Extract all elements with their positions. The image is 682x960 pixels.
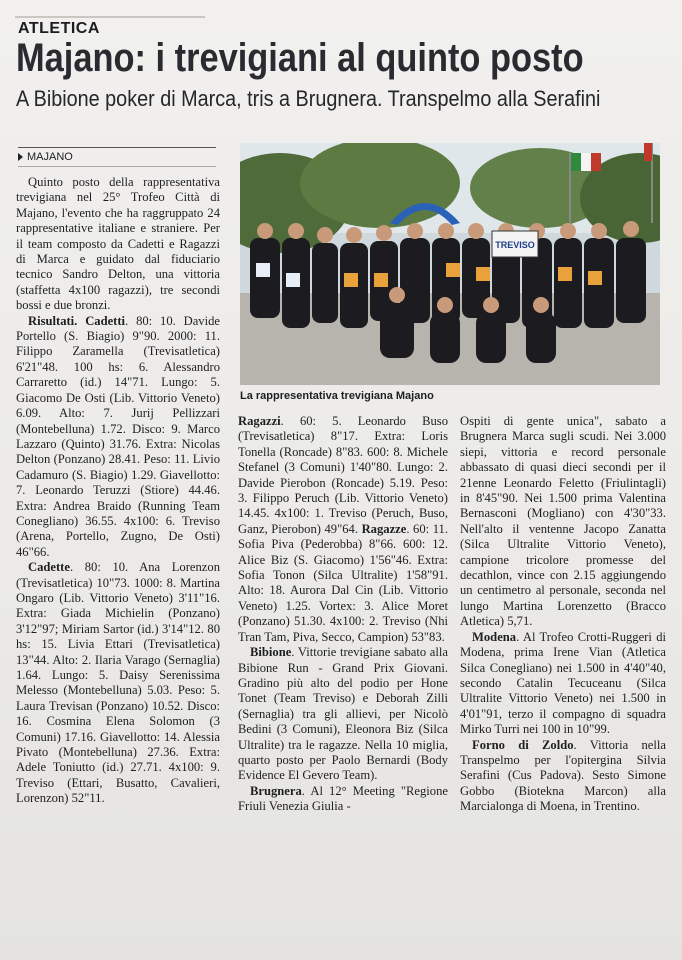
results-ragazzi-text: . 60: 5. Leonardo Buso (Trevisatletica) 8"17. Extra: Loris Tonella (Roncade) 8"83. 600: 8. Michele Stefanel (3 Comuni) 1'40"80. Lungo: 2. Davide Pierobon (Roncade) 5.19. Peso: 3. Filippo Peruch (Lib. Vittorio Veneto) 14.45. 4x100: 1. Treviso (Peruch, Buso, Ganz, Pierobon) 49"64. <box>238 414 448 536</box>
brugnera-text: . Al 12° Meeting "Regione Friuli Venezia Giulia - <box>238 783 448 814</box>
brugnera-label: Brugnera <box>250 783 302 798</box>
zoldo-paragraph <box>460 738 666 815</box>
section-label: ATLETICA <box>18 20 100 37</box>
zoldo-text: . Vittoria nella Transpelmo per l'opitergina Silvia Serafini (Cus Padova). Sesto Simone Gobbo (Biotekna Marcon) alla Marcialonga di Moena, in Trentino. <box>460 737 666 814</box>
modena-text: . Al Trofeo Crotti-Ruggeri di Modena, prima Irene Vian (Atletica Silca Conegliano) nei 1.500 in 4'40"40, secondo Catalin Tecuceanu (Silca Ultralite Vittorio Veneto) nei 1.500 in 4'01"91, terzo il compagno di squadra Mirko Turri nei 100 in 10"99. <box>460 629 666 737</box>
bibione-paragraph <box>238 645 448 784</box>
bibione-label: Bibione <box>250 645 292 660</box>
article-column-3 <box>460 414 666 815</box>
team-photo-illustration <box>240 143 660 385</box>
team-photo <box>240 143 660 385</box>
bibione-text: . Vittorie trevigiane sabato alla Bibione Run - Grand Prix Giovani. Gradino più alto del podio per Hone Tonet (Team Treviso) e Deborah Zilli (Sernaglia) tra gli allievi, per Nicolò Bedini (3 Comuni), Eleonora Biz (Silca Ultralite) tra le ragazze. Nella 10 miglia, quarto posto per Paolo Bernardi (Body Evidence El Gevero Team). <box>238 645 448 783</box>
brugnera-continued: Ospiti di gente unica", sabato a Brugnera Marca sugli scudi. Nei 3.000 siepi, vittoria e record personale abbassato di quasi dieci secondi per il 21enne Leonardo Feletto (Friulintagli) in 8'45"90. Nei 1.500 prima Valentina Bernasconi (Mogliano) con 4'30"33. Nell'alto il ventenne Jacopo Zanatta (Silca Ultralite Vittorio Veneto), campione tricolore promesse del decathlon, vince con 2.15 aggiungendo un centimetro al personale, seconda nel lungo Martina Lorenzetto (Bracco Atletica) 5,71. <box>460 414 666 629</box>
results-ragazzi <box>238 414 448 645</box>
top-rule <box>15 16 205 18</box>
article-intro: Quinto posto della rappresentativa trevigiana nel 25° Trofeo Città di Majano, l'evento che ha raggruppato 24 rappresentative italiane e straniere. Per il team composto da Cadetti e Ragazzi di Marca e guidato dal fiduciario tecnico Sandro Delton, una vittoria (staffetta 4x100 ragazzi), tre secondi bossi e due bronzi. <box>16 175 220 313</box>
location-dateline <box>18 147 216 167</box>
headline: Majano: i trevigiani al quinto posto <box>16 36 584 80</box>
article-column-2 <box>238 414 448 815</box>
results-ragazze-text: . 60: 11. Sofia Piva (Pederobba) 8"66. 600: 12. Alice Biz (S. Giacomo) 1'56"46. Extra: Sofia Tonon (Silca Ultralite) 1'58"91. Alto: 18. Aurora Dal Cin (Lib. Vittorio Veneto) 1.25. Vortex: 3. Alice Moret (Ponzano) 51.30. 4x100: 2. Treviso (Nhi Tran Tam, Piva, Secco, Campion) 53"83. <box>238 521 448 644</box>
results-cadetti-text: . 80: 10. Davide Portello (S. Biagio) 9"90. 2000: 11. Filippo Zaramella (Trevisatletica) 6'21"48. 100 hs: 6. Alessandro Carraretto (id.) 14"71. Lungo: 5. Giacomo De Osti (Lib. Vittorio Veneto) 6.09. Alto: 7. Jurij Pellizzari (Montebelluna) 1.72. Disco: 9. Marco Lazzaro (Quinto) 31.76. Extra: Nicolas Delton (Ponzano) 28.41. Peso: 11. Livio Cadamuro (S. Biagio) 1.29. Giavellotto: 7. Leonardo Teruzzi (Stiore) 44.46. Extra: Andrea Braido (Running Team Conegliano) 36.55. 4x100: 6. Treviso (Arena, Portello, Zugno, De Osti) 46"66. <box>16 313 220 559</box>
results-cadetti <box>16 314 220 561</box>
modena-paragraph <box>460 630 666 738</box>
results-ragazzi-label: Ragazzi <box>238 414 281 428</box>
brugnera-paragraph <box>238 784 448 815</box>
location-label: MAJANO <box>27 151 73 163</box>
results-cadette <box>16 560 220 807</box>
results-cadette-label: Cadette <box>28 560 70 575</box>
zoldo-label: Forno di Zoldo <box>472 737 574 752</box>
modena-label: Modena <box>472 629 517 644</box>
treviso-sign: TREVISO <box>495 240 535 250</box>
photo-caption: La rappresentativa trevigiana Majano <box>240 390 434 402</box>
subheadline: A Bibione poker di Marca, tris a Brugnera. Transpelmo alla Serafini <box>16 86 601 111</box>
article-column-1 <box>16 175 220 807</box>
results-cadette-text: . 80: 10. Ana Lorenzon (Trevisatletica) 10"73. 1000: 8. Martina Ongaro (Lib. Vittorio Veneto) 3'11"16. Extra: Giada Michielin (Ponzano) 3'12"97; Miriam Sartor (id.) 3'14"12. 80 hs: 15. Livia Ettari (Trevisatletica) 13"44. Alto: 2. Ilaria Varago (Sernaglia) 1.64. Lungo: 5. Daisy Serenissima Melesso (Montebelluna) 5.03. Peso: 5. Laura Trevisan (Ponzano) 10.52. Disco: 16. Cosmina Elena Solomon (3 Comuni) 17.16. Giavellotto: 14. Alessia Pivato (Montebelluna) 27.36. Extra: Adele Toniutto (id.) 27.71. 4x100: 9. Treviso (Ettari, Busatto, Cavalieri, Lorenzon) 52"11. <box>16 560 220 806</box>
results-cadetti-label: Risultati. Cadetti <box>28 313 126 328</box>
triangle-bullet-icon <box>18 153 23 161</box>
results-ragazze-label: Ragazze <box>361 521 407 536</box>
